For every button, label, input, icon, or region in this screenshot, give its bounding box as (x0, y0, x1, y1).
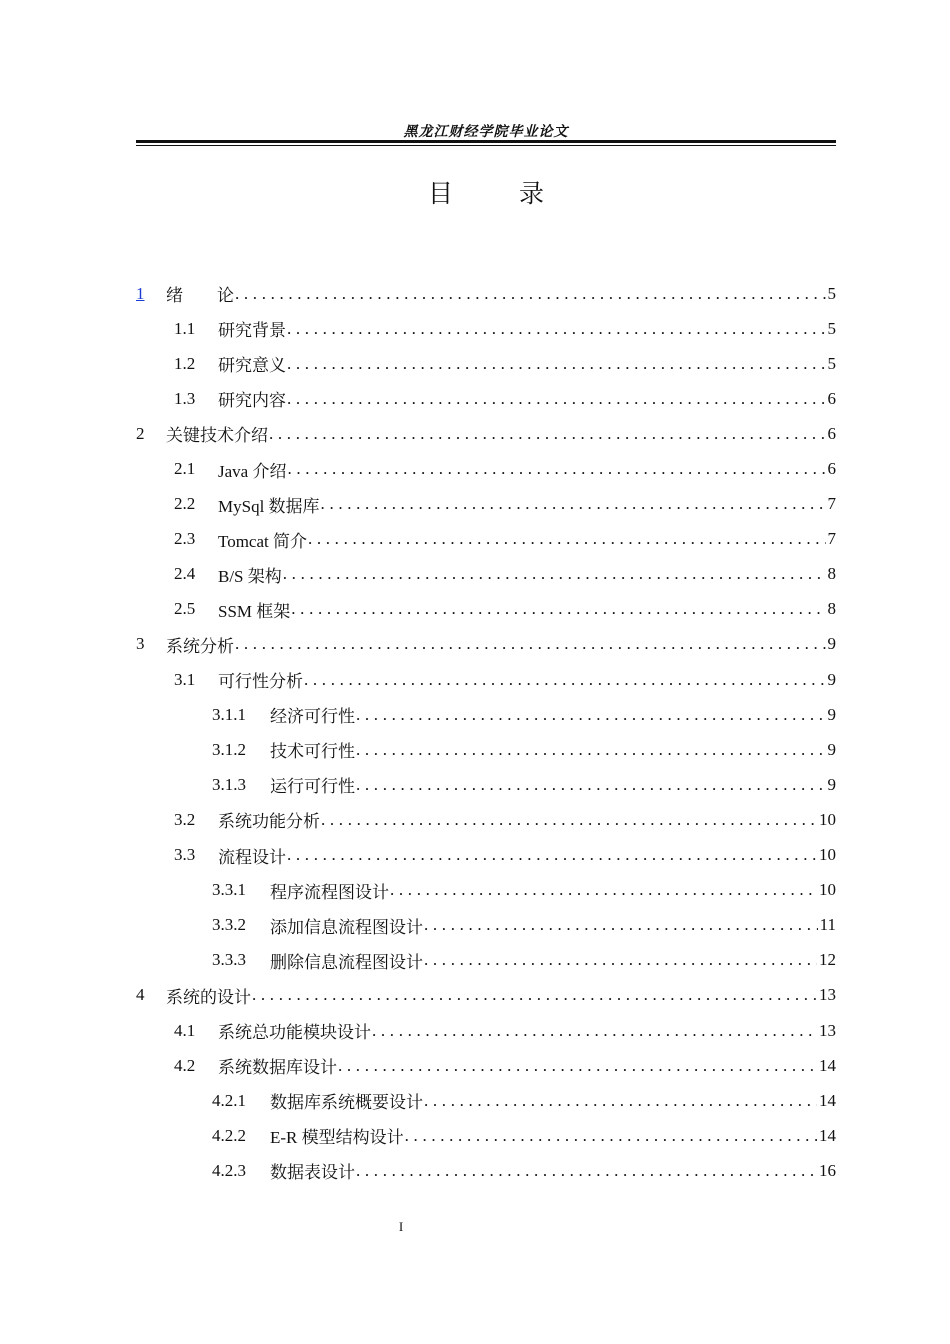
toc-dot-leader (287, 354, 826, 374)
toc-dot-leader (356, 775, 826, 795)
toc-entry-page: 9 (827, 774, 836, 794)
toc-dot-leader (308, 529, 826, 549)
toc-entry-label: 数据库系统概要设计 (270, 1093, 423, 1113)
toc-dot-leader (321, 494, 826, 514)
toc-entry[interactable] (136, 1013, 836, 1048)
toc-dot-leader (321, 810, 817, 830)
toc-entry-label: 研究意义 (218, 356, 286, 376)
toc-dot-leader (287, 319, 826, 339)
toc-entry-label: Java 介绍 (218, 461, 287, 481)
toc-entry-page: 5 (827, 318, 836, 338)
toc-title-left: 目 (427, 179, 453, 208)
toc-entry-number: 2.1 (174, 459, 196, 479)
toc-entry-page: 14 (819, 1055, 836, 1075)
header-rule-thin (136, 145, 836, 146)
toc-entry[interactable] (136, 381, 836, 416)
toc-entry-page: 6 (827, 388, 836, 408)
toc-entry-label: 技术可行性 (270, 742, 355, 762)
toc-entry-number: 3.3.1 (212, 880, 246, 900)
toc-entry[interactable] (136, 416, 836, 451)
toc-dot-leader (372, 1021, 817, 1041)
toc-entry[interactable] (136, 873, 836, 908)
toc-entry-number: 3.1.3 (212, 774, 246, 794)
toc-dot-leader (283, 564, 826, 584)
toc-entry-number: 4 (136, 985, 145, 1005)
toc-title (136, 174, 836, 210)
toc-entry-page: 7 (827, 494, 836, 514)
toc-entry-page: 10 (819, 880, 836, 900)
toc-entry-label: 系统功能分析 (218, 812, 320, 832)
toc-dot-leader (304, 670, 826, 690)
toc-dot-leader (405, 1126, 817, 1146)
toc-dot-leader (269, 424, 826, 444)
toc-entry[interactable] (136, 451, 836, 486)
toc-entry-label: 研究内容 (218, 391, 286, 411)
toc-entry-label: 研究背景 (218, 321, 286, 341)
toc-entry-number: 1.3 (174, 388, 196, 408)
toc-entry-page: 8 (827, 564, 836, 584)
header-rule-thick (136, 140, 836, 143)
toc-entry-label: 数据表设计 (270, 1163, 355, 1183)
toc-dot-leader (356, 1161, 817, 1181)
toc-entry[interactable] (136, 1153, 836, 1188)
toc-entry-page: 9 (827, 704, 836, 724)
toc-entry[interactable] (136, 311, 836, 346)
toc-dot-leader (287, 389, 826, 409)
toc-title-right: 录 (519, 179, 545, 208)
toc-entry-number: 3.1 (174, 669, 196, 689)
toc-entry[interactable] (136, 627, 836, 662)
toc-dot-leader (424, 915, 818, 935)
page-number: I (398, 1219, 404, 1234)
toc-entry[interactable] (136, 767, 836, 802)
toc-entry[interactable] (136, 662, 836, 697)
toc-entry-number: 2.3 (174, 529, 196, 549)
toc-entry-page: 9 (827, 669, 836, 689)
toc-entry[interactable] (136, 978, 836, 1013)
toc-dot-leader (390, 880, 817, 900)
toc-entry[interactable] (136, 838, 836, 873)
toc-entry-page: 13 (819, 985, 836, 1005)
toc-entry-number: 1.1 (174, 318, 196, 338)
toc-entry-label: Tomcat 简介 (218, 531, 307, 551)
toc-entry-label: 关键技术介绍 (166, 426, 268, 446)
toc-entry-page: 14 (819, 1125, 836, 1145)
toc-entry-page: 12 (819, 950, 836, 970)
toc-entry-number: 3.2 (174, 809, 196, 829)
running-header: 黑龙江财经学院毕业论文 (403, 125, 569, 140)
toc-dot-leader (356, 740, 826, 760)
toc-entry[interactable] (136, 557, 836, 592)
toc-entry-number: 4.2.2 (212, 1125, 246, 1145)
toc-dot-leader (252, 985, 817, 1005)
toc-dot-leader (424, 1091, 817, 1111)
toc-entry-label: 程序流程图设计 (270, 882, 389, 902)
toc-entry-number: 4.2.1 (212, 1090, 246, 1110)
toc-entry-page: 6 (827, 459, 836, 479)
toc-entry-page: 10 (819, 845, 836, 865)
toc-dot-leader (287, 459, 825, 479)
toc-entry-label: 可行性分析 (218, 672, 303, 692)
toc-entry[interactable] (136, 908, 836, 943)
toc-entry-page: 8 (827, 599, 836, 619)
toc-entry-page: 14 (819, 1090, 836, 1110)
toc-entry-number: 3.3 (174, 845, 196, 865)
toc-entry-number: 4.1 (174, 1020, 196, 1040)
toc-entry[interactable] (136, 1048, 836, 1083)
toc-dot-leader (291, 599, 825, 619)
toc-dot-leader (338, 1056, 817, 1076)
toc-entry[interactable] (136, 487, 836, 522)
toc-entry-label: 系统总功能模块设计 (218, 1023, 371, 1043)
toc-entry-label: 经济可行性 (270, 707, 355, 727)
toc-entry-number: 3.1.1 (212, 704, 246, 724)
toc-entry[interactable] (136, 346, 836, 381)
toc-entry-page: 5 (827, 283, 836, 303)
toc-entry-page: 5 (827, 353, 836, 373)
toc-entry-label: 运行可行性 (270, 777, 355, 797)
toc-entry-page: 9 (827, 634, 836, 654)
toc-entry-label: 绪 论 (166, 286, 234, 306)
toc-entry-number: 3 (136, 634, 145, 654)
toc-entry[interactable] (136, 732, 836, 767)
toc-entry[interactable] (136, 592, 836, 627)
toc-entry-number: 4.2.3 (212, 1160, 246, 1180)
toc-entry-number: 2.4 (174, 564, 196, 584)
toc-entry-label: E-R 模型结构设计 (270, 1128, 404, 1148)
toc-entry-page: 7 (827, 529, 836, 549)
toc-entry-number: 3.3.3 (212, 950, 246, 970)
toc-entry-label: SSM 框架 (218, 601, 291, 621)
toc-entry-label: 添加信息流程图设计 (270, 917, 423, 937)
toc-entry-page: 11 (819, 915, 836, 935)
toc-entry[interactable] (136, 276, 836, 311)
toc-dot-leader (356, 705, 826, 725)
toc-entry-page: 13 (819, 1020, 836, 1040)
toc-entry-label: B/S 架构 (218, 566, 282, 586)
toc-entry-number: 2.2 (174, 494, 196, 514)
toc-entry-number: 2 (136, 423, 145, 443)
toc-entry-label: MySql 数据库 (218, 496, 320, 516)
toc-entry-label: 系统分析 (166, 636, 234, 656)
toc-dot-leader (235, 634, 826, 654)
toc-entry-page: 16 (819, 1160, 836, 1180)
toc-entry-page: 9 (827, 739, 836, 759)
toc-entry-number: 1.2 (174, 353, 196, 373)
toc-dot-leader (235, 284, 826, 304)
toc-entry[interactable] (136, 943, 836, 978)
table-of-contents (136, 276, 836, 1188)
toc-dot-leader (424, 950, 817, 970)
toc-entry[interactable] (136, 1118, 836, 1153)
toc-entry-label: 流程设计 (218, 847, 286, 867)
toc-entry[interactable] (136, 522, 836, 557)
toc-entry-label: 系统数据库设计 (218, 1058, 337, 1078)
toc-entry-number: 4.2 (174, 1055, 196, 1075)
toc-entry-number: 3.3.2 (212, 915, 246, 935)
toc-entry-label: 删除信息流程图设计 (270, 952, 423, 972)
toc-entry-label: 系统的设计 (166, 987, 251, 1007)
toc-entry[interactable] (136, 697, 836, 732)
toc-entry-number: 2.5 (174, 599, 196, 619)
toc-entry-number[interactable]: 1 (136, 283, 145, 303)
toc-entry[interactable] (136, 1083, 836, 1118)
toc-entry-page: 6 (827, 423, 836, 443)
toc-entry[interactable] (136, 802, 836, 837)
toc-entry-number: 3.1.2 (212, 739, 246, 759)
toc-dot-leader (287, 845, 817, 865)
toc-entry-page: 10 (819, 809, 836, 829)
